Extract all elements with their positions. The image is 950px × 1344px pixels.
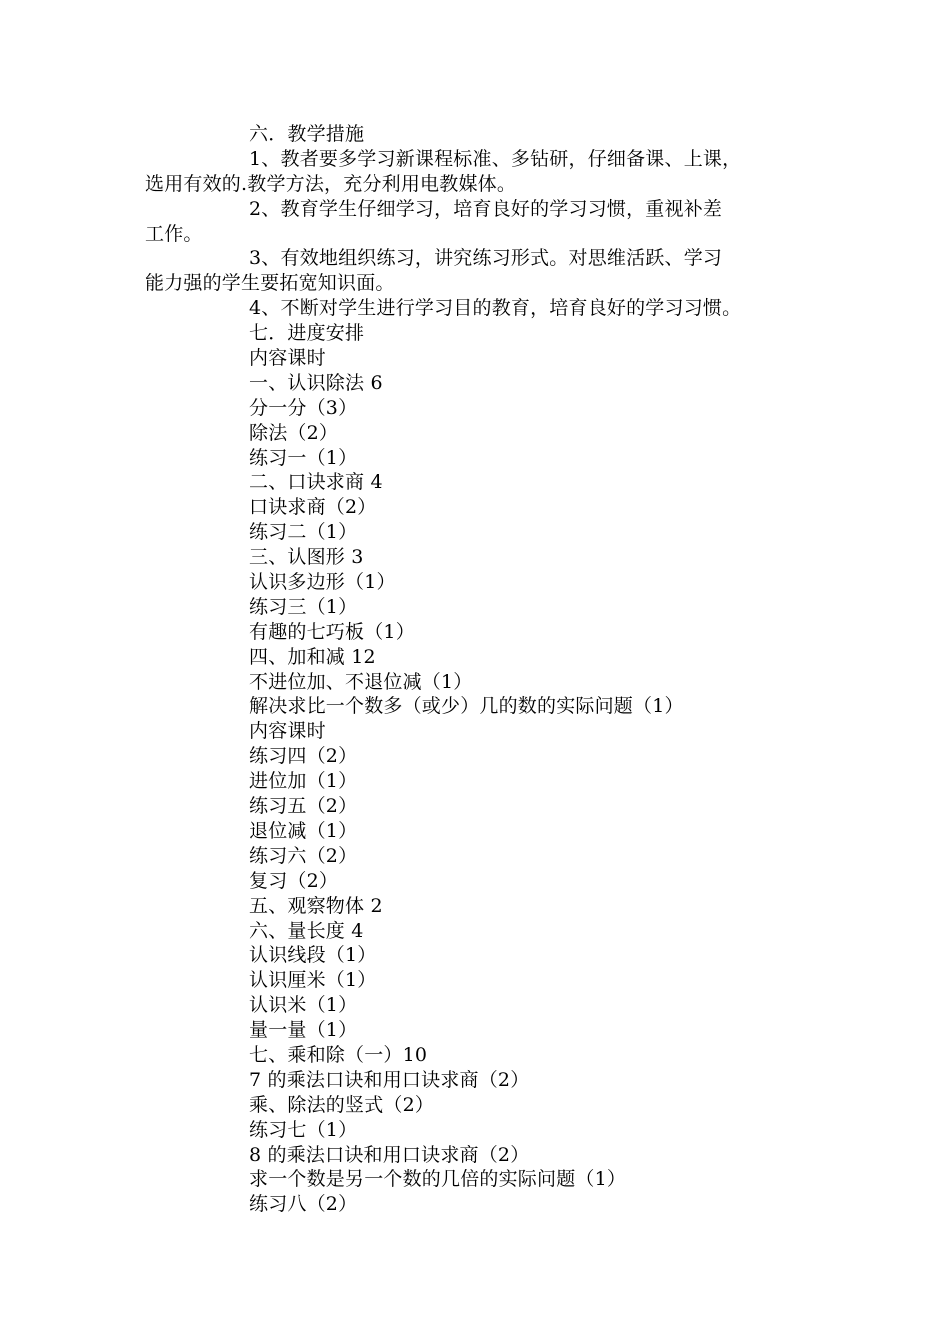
text-line: 有趣的七巧板（1）: [249, 620, 415, 643]
text-line: 认识多边形（1）: [249, 571, 396, 594]
text-line: 进位加（1）: [249, 770, 358, 793]
text-line: 练习七（1）: [249, 1118, 358, 1141]
text-line: 练习四（2）: [249, 745, 358, 768]
text-line: 练习六（2）: [249, 844, 358, 867]
text-line: 1、教者要多学习新课程标准、多钻研，仔细备课、上课，: [249, 147, 742, 170]
text-line: 练习三（1）: [249, 595, 358, 618]
text-line: 7 的乘法口诀和用口诀求商（2）: [249, 1068, 530, 1091]
text-line: 认识米（1）: [249, 994, 358, 1017]
text-line: 4、不断对学生进行学习目的教育，培育良好的学习习惯。: [249, 297, 742, 320]
document-body: [145, 122, 825, 1217]
text-line: 能力强的学生要拓宽知识面。: [145, 272, 395, 295]
text-line: 七．进度安排: [249, 322, 365, 345]
text-line: 认识厘米（1）: [249, 969, 377, 992]
text-line: 三、认图形 3: [249, 546, 364, 569]
text-line: 练习八（2）: [249, 1193, 358, 1216]
text-line: 内容课时: [249, 347, 326, 370]
text-line: 练习二（1）: [249, 521, 358, 544]
text-line: 量一量（1）: [249, 1019, 358, 1042]
text-line: 练习五（2）: [249, 795, 358, 818]
text-line: 五、观察物体 2: [249, 894, 383, 917]
text-line: 退位减（1）: [249, 819, 358, 842]
text-line: 除法（2）: [249, 421, 339, 444]
text-line: 2、教育学生仔细学习，培育良好的学习习惯，重视补差: [249, 197, 723, 220]
text-line: 复习（2）: [249, 869, 339, 892]
text-line: 8 的乘法口诀和用口诀求商（2）: [249, 1143, 530, 1166]
text-line: 选用有效的.教学方法，充分利用电教媒体。: [145, 172, 517, 195]
text-line: 乘、除法的竖式（2）: [249, 1093, 435, 1116]
text-line: 六．教学措施: [249, 123, 365, 145]
text-line: 分一分（3）: [249, 396, 358, 419]
text-line: 练习一（1）: [249, 446, 358, 469]
text-line: 求一个数是另一个数的几倍的实际问题（1）: [249, 1168, 627, 1191]
text-line: 3、有效地组织练习，讲究练习形式。对思维活跃、学习: [249, 247, 723, 270]
text-line: 二、口诀求商 4: [249, 471, 383, 494]
text-line: 七、乘和除（一）10: [249, 1043, 428, 1066]
text-line: 解决求比一个数多（或少）几的数的实际问题（1）: [249, 695, 684, 718]
text-line: 一、认识除法 6: [249, 371, 383, 394]
text-line: 口诀求商（2）: [249, 496, 377, 519]
text-line: 不进位加、不退位减（1）: [249, 670, 473, 693]
text-line: 认识线段（1）: [249, 944, 377, 967]
text-line: 工作。: [145, 222, 203, 245]
text-line: 四、加和减 12: [249, 645, 376, 668]
text-line: 内容课时: [249, 720, 326, 743]
text-line: 六、量长度 4: [249, 919, 364, 942]
